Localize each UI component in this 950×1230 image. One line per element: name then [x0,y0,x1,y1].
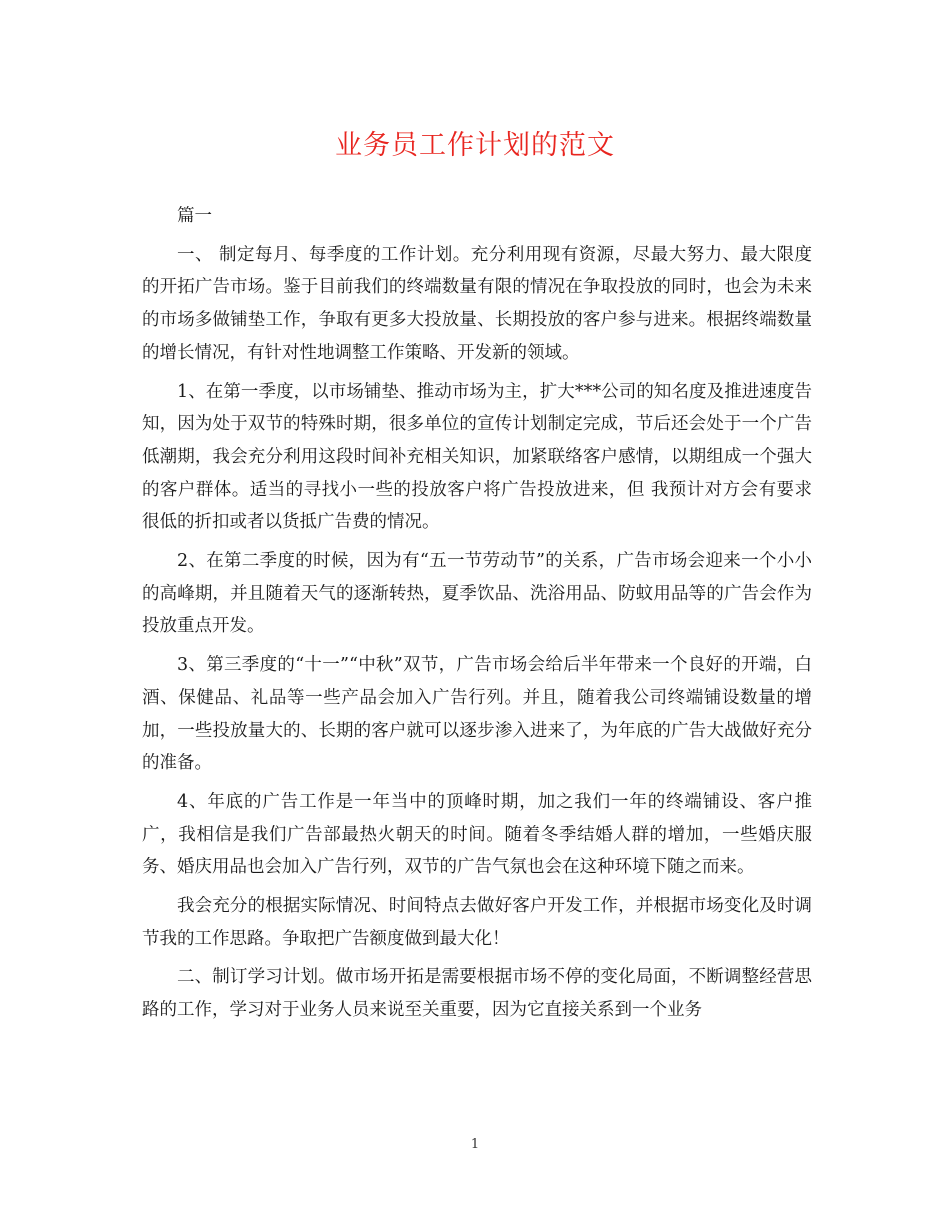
body-paragraph: 二、制订学习计划。做市场开拓是需要根据市场不停的变化局面，不断调整经营思路的工作，学习对于业务人员来说至关重要，因为它直接关系到一个业务 [142,967,812,1021]
document-title: 业务员工作计划的范文 [335,130,615,161]
body-paragraph: 我会充分的根据实际情况、时间特点去做好客户开发工作，并根据市场变化及时调节我的工作思路。争取把广告额度做到最大化！ [142,896,812,949]
body-paragraph: 2、在第二季度的时候，因为有“五一节劳动节”的关系，广告市场会迎来一个小小的高峰期，并且随着天气的逐渐转热，夏季饮品、洗浴用品、防蚊用品等的广告会作为投放重点开发。 [142,551,812,637]
body-paragraph: 4、年底的广告工作是一年当中的顶峰时期，加之我们一年的终端铺设、客户推广，我相信是我们广告部最热火朝天的时间。随着冬季结婚人群的增加，一些婚庆服务、婚庆用品也会加入广告行列，双节的广告气氛也会在这种环境下随之而来。 [142,791,812,878]
body-paragraph: 一、 制定每月、每季度的工作计划。充分利用现有资源，尽最大努力、最大限度的开拓广告市场。鉴于目前我们的终端数量有限的情况在争取投放的同时，也会为未来的市场多做铺垫工作，争取有更多大投放量、长期投放的客户参与进来。根据终端数量的增长情况，有针对性地调整工作策略、开发新的领域。 [142,244,812,363]
page-number: 1 [470,1137,480,1152]
section-heading: 篇一 [177,206,212,226]
document-body [142,200,812,1033]
body-paragraph: 1、在第一季度，以市场铺垫、推动市场为主，扩大***公司的知名度及推进速度告知，因为处于双节的特殊时期，很多单位的宣传计划制定完成，节后还会处于一个广告低潮期，我会充分利用这段时间补充相关知识，加紧联络客户感情，以期组成一个强大的客户群体。适当的寻找小一些的投放客户将广告投放进来，但 我预计对方会有要求很低的折扣或者以货抵广告费的情况。 [142,381,812,533]
body-paragraph: 3、第三季度的“十一”“中秋”双节，广告市场会给后半年带来一个良好的开端，白酒、保健品、礼品等一些产品会加入广告行列。并且，随着我公司终端铺设数量的增加，一些投放量大的、长期的客户就可以逐步渗入进来了，为年底的广告大战做好充分的准备。 [142,655,812,774]
